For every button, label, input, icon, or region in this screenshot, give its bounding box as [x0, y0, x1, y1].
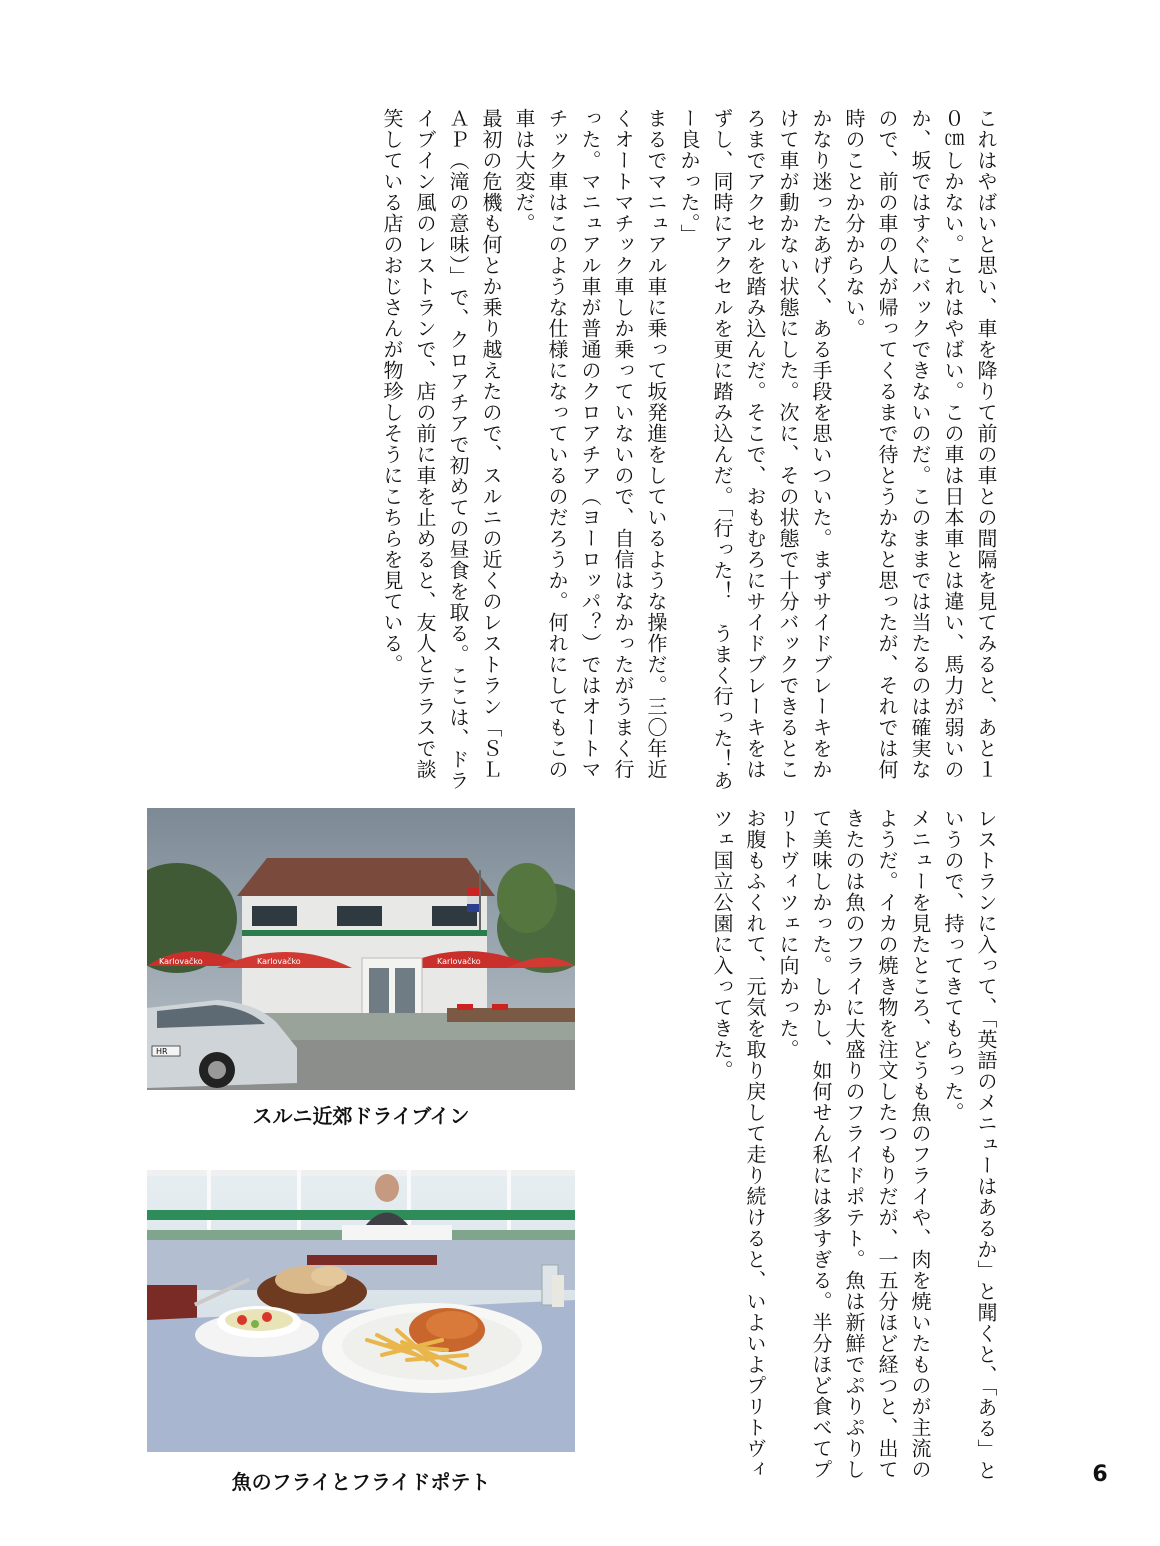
drivein-caption: スルニ近郊ドライブイン — [252, 1104, 470, 1128]
page-number: 6 — [1092, 1462, 1108, 1487]
article-top-text — [150, 108, 1002, 798]
drivein-photo — [147, 808, 575, 1090]
paragraph: 最初の危機も何とか乗り越えたので、スルニの近くのレストラン「ＳＬＡＰ（滝の意味）」で、クロアチアで初めての昼食を取る。ここは、ドライブイン風のレストランで、店の前に車を止めると、友人とテラスで談笑している店のおじさんが物珍しそうにこちらを見ている。 — [380, 108, 503, 791]
article-bottom-text — [582, 808, 1002, 1498]
meal-caption: 魚のフライとフライドポテト — [231, 1470, 491, 1494]
paragraph: かなり迷ったあげく、ある手段を思いついた。まずサイドブレーキをかけて車が動かない状態にした。次に、その状態で十分バックできるところまでアクセルを踏み込んだ。そこで、おもむろにサイドブレーキをはずし、同時にアクセルを更に踏み込んだ。「行った！ うまく行った！あー良かった。」 — [677, 108, 833, 791]
umbrella-brand-2: Karlovačko — [257, 957, 301, 966]
paragraph: まるでマニュアル車に乗って坂発進をしているような操作だ。三〇年近くオートマチック車しか乗っていないので、自信はなかったがうまく行った。マニュアル車が普通のクロアチア（ヨーロッパ？）ではオートマチック車はこのような仕様になっているのだろうか。何れにしてもこの車は大変だ。 — [512, 108, 668, 780]
umbrella-brand-3: Karlovačko — [437, 957, 481, 966]
paragraph: これはやばいと思い、車を降りて前の車との間隔を見てみると、あと１０㎝しかない。これはやばい。この車は日本車とは違い、馬力が弱いのか、坂ではすぐにバックできないのだ。このままでは当たるのは確実なので、前の車の人が帰ってくるまで待とうかなと思ったが、それでは何時のことか分からない。 — [842, 108, 998, 780]
car-plate: HR — [156, 1047, 168, 1056]
meal-photo — [147, 1170, 575, 1452]
paragraph: お腹もふくれて、元気を取り戻して走り続けると、いよいよプリトヴィツェ国立公園に入ってきた。 — [710, 808, 767, 1480]
umbrella-brand-1: Karlovačko — [159, 957, 203, 966]
paragraph: メニューを見たところ、どうも魚のフライや、肉を焼いたものが主流のようだ。イカの焼き物を注文したつもりだが、一五分ほど経つと、出てきたのは魚のフライに大盛りのフライドポテト。魚は新鮮でぷりぷりして美味しかった。しかし、如何せん私には多すぎる。半分ほど食べてプリトヴィツェに向かった。 — [776, 808, 932, 1480]
paragraph: レストランに入って、「英語のメニューはあるか」と聞くと、「ある」というので、持ってきてもらった。 — [941, 808, 998, 1481]
